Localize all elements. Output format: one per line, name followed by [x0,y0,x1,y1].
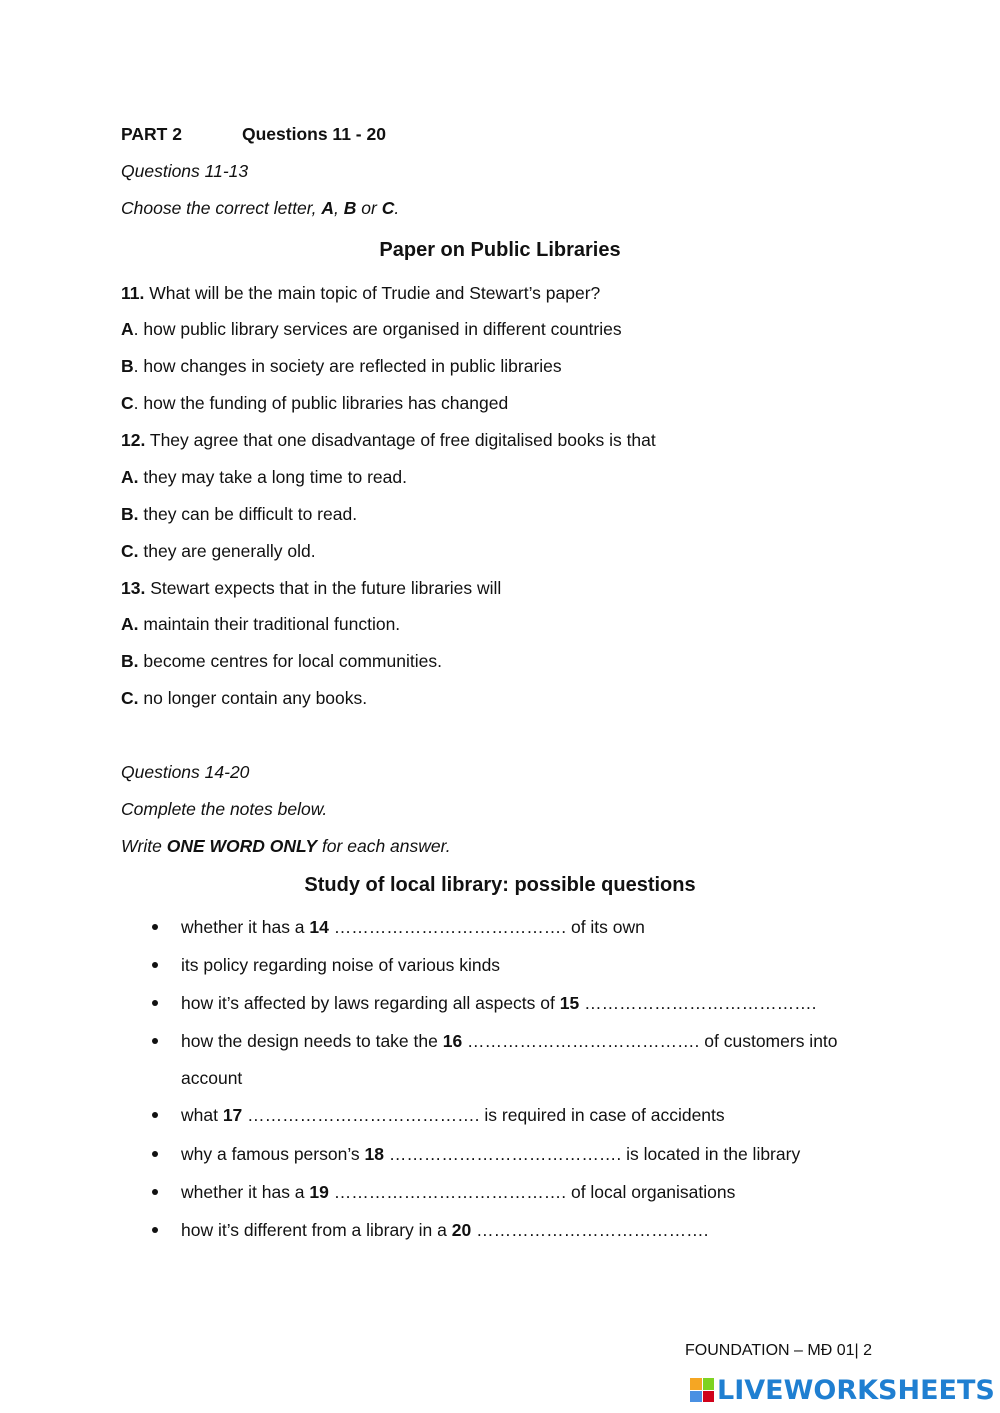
questions-range: Questions 11 - 20 [242,124,386,144]
option-text: they may take a long time to read. [138,467,407,487]
letter-c: C [381,198,395,218]
note-text: whether it has a [181,1182,310,1202]
section1-title: Paper on Public Libraries [379,239,621,261]
option-text: they are generally old. [138,541,316,561]
option-letter: A [121,319,134,339]
option-text: they can be difficult to read. [138,504,358,524]
answer-blank[interactable]: …………………………………. of its own [328,917,645,937]
question-number: 11. [121,283,145,303]
letter-a: A [321,198,335,218]
section1-label: Questions 11-13 [121,161,249,181]
liveworksheets-logo[interactable] [690,1374,995,1406]
option-text: no longer contain any books. [138,688,368,708]
question-number: 12. [121,430,146,450]
option-letter: C. [121,688,139,708]
option-13b [121,650,442,672]
note-text: account [181,1068,243,1088]
section2-label: Questions 14-20 [121,762,250,782]
question-13 [121,577,501,599]
instruction-text: Choose the correct letter, [121,198,322,218]
answer-blank[interactable]: …………………………………. is required in case of accidents [242,1105,725,1125]
option-text: become centres for local communities. [138,651,442,671]
answer-number: 16 [442,1031,463,1051]
option-letter: A. [121,614,139,634]
answer-blank[interactable]: …………………………………. is located in the library [384,1144,801,1164]
question-11 [121,282,600,304]
note-text: how it’s affected by laws regarding all aspects of [181,993,560,1013]
answer-blank[interactable]: …………………………………. of local organisations [328,1182,736,1202]
section1-instruction [121,197,399,219]
note-text: what [181,1105,223,1125]
answer-blank[interactable]: …………………………………. of customers into [462,1031,838,1051]
option-text: . how changes in society are reflected in public libraries [133,356,562,376]
section2-instruction1: Complete the notes below. [121,799,328,819]
option-letter: B [121,356,134,376]
option-letter: B. [121,651,139,671]
option-13c [121,687,367,709]
sep: , [334,198,344,218]
question-12 [121,429,656,451]
answer-number: 20 [451,1220,472,1240]
question-text: What will be the main topic of Trudie and Stewart’s paper? [144,283,601,303]
question-number: 13. [121,578,146,598]
option-text: . how the funding of public libraries has changed [133,393,509,413]
instruction-text: for each answer. [317,836,451,856]
answer-number: 18 [364,1144,384,1164]
instruction-text: Write [121,836,167,856]
logo-mark-icon [690,1378,714,1402]
note-text: why a famous person’s [181,1144,365,1164]
answer-number: 17 [222,1105,243,1125]
option-letter: C. [121,541,139,561]
option-11a [121,318,622,340]
option-letter: B. [121,504,139,524]
option-letter: C [121,393,134,413]
answer-blank[interactable]: …………………………………. [471,1220,709,1240]
answer-blank[interactable]: …………………………………. [579,993,817,1013]
option-text: . how public library services are organised in different countries [133,319,622,339]
note-text: its policy regarding noise of various kinds [181,955,501,975]
option-letter: A. [121,467,139,487]
letter-b: B [343,198,357,218]
question-text: They agree that one disadvantage of free digitalised books is that [145,430,656,450]
answer-number: 15 [559,993,580,1013]
instruction-end: . [394,198,400,218]
sep: or [356,198,382,218]
option-12c [121,540,316,562]
logo-text: LIVEWORKSHEETS [717,1374,995,1406]
instruction-emphasis: ONE WORD ONLY [166,836,318,856]
option-12b [121,503,357,525]
part-heading [121,123,386,145]
option-12a [121,466,407,488]
option-13a [121,613,400,635]
note-text: how the design needs to take the [181,1031,443,1051]
answer-number: 19 [309,1182,329,1202]
option-11b [121,355,562,377]
question-text: Stewart expects that in the future libraries will [145,578,502,598]
option-text: maintain their traditional function. [138,614,401,634]
part-label: PART 2 [121,124,182,144]
answer-number: 14 [309,917,329,937]
option-11c [121,392,508,414]
page-footer: FOUNDATION – MĐ 01| 2 [685,1342,872,1359]
section2-instruction2 [121,835,451,857]
note-text: how it’s different from a library in a [181,1220,452,1240]
note-text: whether it has a [181,917,310,937]
section2-title: Study of local library: possible questions [304,874,696,896]
